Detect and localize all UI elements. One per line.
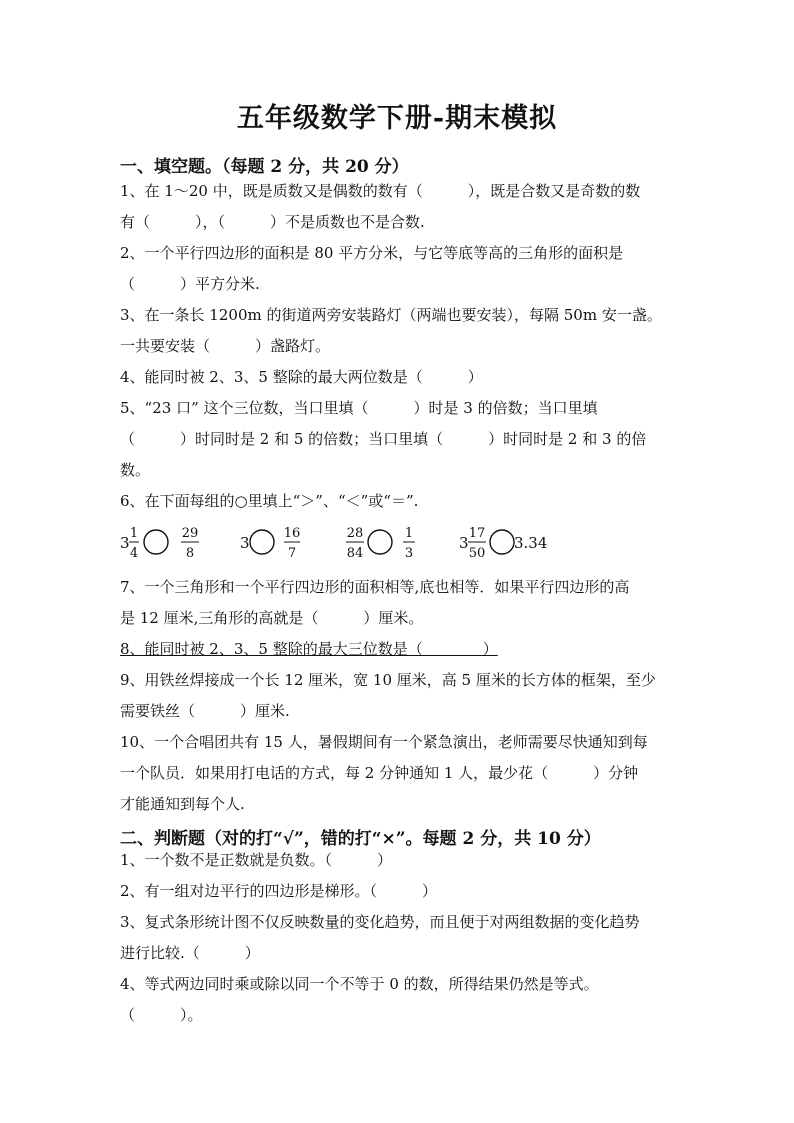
question-line: 需要铁丝（ ）厘米. (120, 702, 290, 720)
question-line: 10、一个合唱团共有 15 人，暑假期间有一个紧急演出，老师需要尽快通知到每 (120, 733, 648, 751)
question-line: 1、一个数不是正数就是负数。（ ） (120, 851, 393, 869)
g1-right-numerator: 29 (181, 526, 199, 541)
section-heading-fill-in: 一、填空题。（每题 2 分，共 20 分） (120, 157, 409, 177)
comparison-graphic (118, 520, 678, 564)
question-line: 6、在下面每组的○里填上“＞”、“＜”或“＝”. (120, 492, 419, 510)
section-heading-true-false: 二、判断题（对的打“√”，错的打“×”。每题 2 分，共 10 分） (120, 829, 601, 849)
g4-whole: 3 (459, 534, 469, 552)
comparison-row (118, 520, 678, 564)
question-line: 一共要安装（ ）盏路灯。 (120, 337, 331, 355)
g1-whole: 3 (120, 534, 130, 552)
g2-left: 3 (240, 534, 250, 552)
g1-numerator: 1 (129, 526, 139, 541)
g4-denominator: 50 (468, 546, 486, 561)
question-line: （ ）。 (120, 1006, 203, 1024)
question-line: 3、复式条形统计图不仅反映数量的变化趋势，而且便于对两组数据的变化趋势 (120, 913, 640, 931)
g4-numerator: 17 (468, 526, 486, 541)
question-line: 是 12 厘米,三角形的高就是（ ）厘米。 (120, 609, 424, 627)
compare-circle-icon[interactable] (250, 530, 274, 554)
question-line: 数。 (120, 461, 151, 479)
g3-right-denominator: 3 (404, 546, 414, 561)
question-line: 9、用铁丝焊接成一个长 12 厘米，宽 10 厘米，高 5 厘米的长方体的框架，至少 (120, 671, 656, 689)
question-line: 进行比较.（ ） (120, 944, 260, 962)
question-line: 8、能同时被 2、3、5 整除的最大三位数是（ ） (120, 640, 498, 658)
page-title: 五年级数学下册-期末模拟 (236, 103, 558, 134)
g3-left-numerator: 28 (346, 526, 364, 541)
g2-right-numerator: 16 (283, 526, 301, 541)
question-line: 7、一个三角形和一个平行四边形的面积相等,底也相等．如果平行四边形的高 (120, 578, 630, 596)
compare-circle-icon[interactable] (490, 530, 514, 554)
question-line: 有（ ），（ ）不是质数也不是合数. (120, 213, 425, 231)
question-line: 才能通知到每个人. (120, 795, 245, 813)
g1-denominator: 4 (129, 546, 139, 561)
question-line: 2、有一组对边平行的四边形是梯形。（ ） (120, 882, 438, 900)
question-line: 3、在一条长 1200m 的街道两旁安装路灯（两端也要安装），每隔 50m 安一盏。 (120, 306, 662, 324)
compare-circle-icon[interactable] (368, 530, 392, 554)
question-line: 4、能同时被 2、3、5 整除的最大两位数是（ ） (120, 368, 483, 386)
g2-right-denominator: 7 (287, 546, 297, 561)
question-line: （ ）平方分米. (120, 275, 260, 293)
g4-right: 3.34 (514, 534, 548, 552)
question-line: 1、在 1～20 中，既是质数又是偶数的数有（ ），既是合数又是奇数的数 (120, 182, 641, 200)
question-line: 4、等式两边同时乘或除以同一个不等于 0 的数，所得结果仍然是等式。 (120, 975, 599, 993)
question-line: 5、“23 口” 这个三位数，当口里填（ ）时是 3 的倍数；当口里填 (120, 399, 598, 417)
question-line: 一个队员．如果用打电话的方式，每 2 分钟通知 1 人，最少花（ ）分钟 (120, 764, 639, 782)
g1-right-denominator: 8 (185, 546, 195, 561)
g3-right-numerator: 1 (404, 526, 414, 541)
compare-circle-icon[interactable] (144, 530, 168, 554)
g3-left-denominator: 84 (346, 546, 364, 561)
question-line: 2、一个平行四边形的面积是 80 平方分米，与它等底等高的三角形的面积是 (120, 244, 624, 262)
question-line: （ ）时同时是 2 和 5 的倍数；当口里填（ ）时同时是 2 和 3 的倍 (120, 430, 647, 448)
